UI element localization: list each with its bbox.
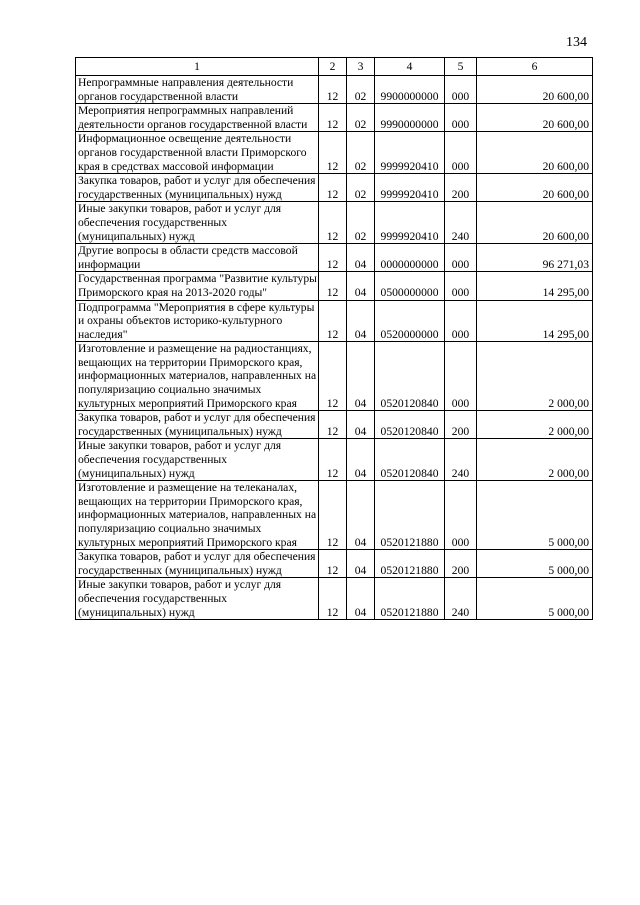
row-subsection: 02 (347, 104, 375, 132)
row-target-code: 0520000000 (375, 300, 445, 342)
row-section: 12 (319, 174, 347, 202)
row-subsection: 02 (347, 174, 375, 202)
row-section: 12 (319, 578, 347, 620)
row-name: Иные закупки товаров, работ и услуг для обеспечения государственных (муниципальных) нужд (76, 578, 319, 620)
table-row (76, 300, 593, 342)
row-expense-type: 000 (445, 342, 477, 411)
row-name: Закупка товаров, работ и услуг для обеспечения государственных (муниципальных) нужд (76, 550, 319, 578)
table-row (76, 244, 593, 272)
row-name: Мероприятия непрограммных направлений деятельности органов государственной власти (76, 104, 319, 132)
row-sum: 5 000,00 (477, 550, 593, 578)
row-expense-type: 000 (445, 481, 477, 550)
row-expense-type: 000 (445, 244, 477, 272)
row-section: 12 (319, 76, 347, 104)
row-sum: 5 000,00 (477, 481, 593, 550)
row-name: Подпрограмма "Мероприятия в сфере культуры и охраны объектов историко-культурного наследия" (76, 300, 319, 342)
row-target-code: 9990000000 (375, 104, 445, 132)
row-target-code: 9999920410 (375, 132, 445, 174)
row-expense-type: 000 (445, 104, 477, 132)
row-subsection: 02 (347, 202, 375, 244)
table-row (76, 342, 593, 411)
table-row (76, 272, 593, 300)
table-row (76, 174, 593, 202)
row-target-code: 0520121880 (375, 550, 445, 578)
row-subsection: 04 (347, 439, 375, 481)
row-sum: 20 600,00 (477, 76, 593, 104)
column-header: 4 (375, 58, 445, 76)
row-expense-type: 240 (445, 202, 477, 244)
row-expense-type: 000 (445, 272, 477, 300)
row-name: Изготовление и размещение на телеканалах, вещающих на территории Приморского края, информационных материалов, направленных на популяризацию социально значимых культурных мероприятий Приморского края (76, 481, 319, 550)
row-subsection: 04 (347, 578, 375, 620)
row-expense-type: 200 (445, 174, 477, 202)
row-name: Иные закупки товаров, работ и услуг для обеспечения государственных (муниципальных) нужд (76, 202, 319, 244)
row-target-code: 9999920410 (375, 174, 445, 202)
row-target-code: 0520120840 (375, 411, 445, 439)
table-row (76, 132, 593, 174)
table-row (76, 411, 593, 439)
row-sum: 20 600,00 (477, 104, 593, 132)
row-name: Изготовление и размещение на радиостанциях, вещающих на территории Приморского края, информационных материалов, направленных на популяризацию социально значимых культурных мероприятий Приморского края (76, 342, 319, 411)
row-section: 12 (319, 132, 347, 174)
row-section: 12 (319, 202, 347, 244)
row-section: 12 (319, 439, 347, 481)
row-subsection: 04 (347, 411, 375, 439)
budget-table (75, 57, 593, 620)
row-name: Закупка товаров, работ и услуг для обеспечения государственных (муниципальных) нужд (76, 411, 319, 439)
row-subsection: 04 (347, 272, 375, 300)
row-subsection: 02 (347, 132, 375, 174)
row-expense-type: 000 (445, 76, 477, 104)
row-expense-type: 240 (445, 578, 477, 620)
row-target-code: 9999920410 (375, 202, 445, 244)
column-header: 5 (445, 58, 477, 76)
row-sum: 14 295,00 (477, 300, 593, 342)
table-row (76, 578, 593, 620)
column-header: 6 (477, 58, 593, 76)
row-section: 12 (319, 481, 347, 550)
row-subsection: 04 (347, 342, 375, 411)
row-subsection: 04 (347, 244, 375, 272)
table-row (76, 76, 593, 104)
row-sum: 20 600,00 (477, 132, 593, 174)
row-subsection: 02 (347, 76, 375, 104)
row-section: 12 (319, 411, 347, 439)
row-section: 12 (319, 272, 347, 300)
row-expense-type: 000 (445, 132, 477, 174)
row-name: Непрограммные направления деятельности органов государственной власти (76, 76, 319, 104)
row-name: Информационное освещение деятельности органов государственной власти Приморского края в средствах массовой информации (76, 132, 319, 174)
row-subsection: 04 (347, 550, 375, 578)
row-name: Закупка товаров, работ и услуг для обеспечения государственных (муниципальных) нужд (76, 174, 319, 202)
row-section: 12 (319, 300, 347, 342)
table-row (76, 202, 593, 244)
row-target-code: 0500000000 (375, 272, 445, 300)
table-header-row (76, 58, 593, 76)
row-sum: 20 600,00 (477, 174, 593, 202)
row-sum: 20 600,00 (477, 202, 593, 244)
table-row (76, 550, 593, 578)
row-expense-type: 200 (445, 411, 477, 439)
row-expense-type: 200 (445, 550, 477, 578)
table-row (76, 439, 593, 481)
row-section: 12 (319, 244, 347, 272)
row-target-code: 0520121880 (375, 481, 445, 550)
row-target-code: 0520120840 (375, 439, 445, 481)
row-sum: 14 295,00 (477, 272, 593, 300)
row-sum: 96 271,03 (477, 244, 593, 272)
row-subsection: 04 (347, 481, 375, 550)
row-target-code: 9900000000 (375, 76, 445, 104)
page-number: 134 (566, 35, 587, 50)
row-subsection: 04 (347, 300, 375, 342)
row-sum: 2 000,00 (477, 342, 593, 411)
row-expense-type: 000 (445, 300, 477, 342)
column-header: 2 (319, 58, 347, 76)
row-sum: 2 000,00 (477, 411, 593, 439)
row-section: 12 (319, 342, 347, 411)
row-name: Иные закупки товаров, работ и услуг для обеспечения государственных (муниципальных) нужд (76, 439, 319, 481)
row-target-code: 0520120840 (375, 342, 445, 411)
row-name: Другие вопросы в области средств массовой информации (76, 244, 319, 272)
column-header: 1 (76, 58, 319, 76)
row-expense-type: 240 (445, 439, 477, 481)
row-target-code: 0000000000 (375, 244, 445, 272)
row-section: 12 (319, 550, 347, 578)
column-header: 3 (347, 58, 375, 76)
row-sum: 2 000,00 (477, 439, 593, 481)
row-name: Государственная программа "Развитие культуры Приморского края на 2013-2020 годы" (76, 272, 319, 300)
row-sum: 5 000,00 (477, 578, 593, 620)
table-row (76, 104, 593, 132)
row-target-code: 0520121880 (375, 578, 445, 620)
row-section: 12 (319, 104, 347, 132)
table-row (76, 481, 593, 550)
